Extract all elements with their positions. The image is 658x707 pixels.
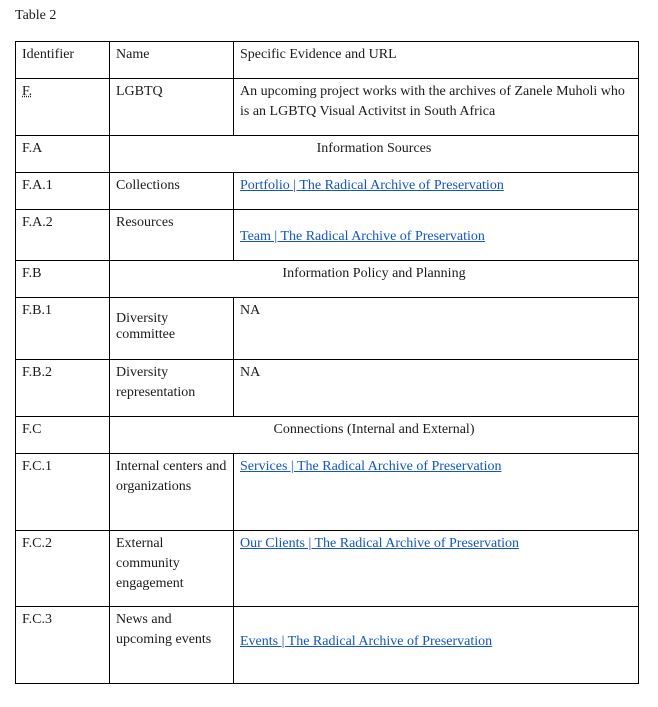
table-row [16, 298, 639, 360]
row-name [110, 298, 234, 360]
evidence-link[interactable]: Events | The Radical Archive of Preservation [240, 634, 493, 649]
identifier-text: F. [22, 84, 33, 99]
row-identifier: F.C.1 [16, 454, 110, 531]
header-evidence: Specific Evidence and URL [234, 42, 639, 79]
row-evidence: An upcoming project works with the archives of Zanele Muholi who is an LGBTQ Visual Activitst in South Africa [234, 79, 639, 136]
table-row [16, 454, 639, 531]
evidence-link[interactable]: Portfolio | The Radical Archive of Preservation [240, 178, 504, 193]
row-name: Internal centers and organizations [110, 454, 234, 531]
row-identifier: F.B.2 [16, 360, 110, 417]
table-row [16, 173, 639, 210]
header-name: Name [110, 42, 234, 79]
row-name: LGBTQ [110, 79, 234, 136]
row-identifier: F.B [16, 261, 110, 298]
section-title: Information Policy and Planning [110, 261, 639, 298]
evidence-link[interactable]: Our Clients | The Radical Archive of Preservation [240, 536, 519, 551]
evidence-table [15, 41, 639, 684]
table-caption: Table 2 [15, 8, 57, 23]
table-row [16, 79, 639, 136]
row-identifier: F.A.1 [16, 173, 110, 210]
row-identifier: F.A.2 [16, 210, 110, 261]
row-name: Collections [110, 173, 234, 210]
row-identifier: F.B.1 [16, 298, 110, 360]
table-row [16, 360, 639, 417]
header-identifier: Identifier [16, 42, 110, 79]
row-identifier: F.C [16, 417, 110, 454]
row-name: Resources [110, 210, 234, 261]
row-evidence: NA [234, 360, 639, 417]
row-evidence: NA [234, 298, 639, 360]
row-evidence [234, 454, 639, 531]
row-name: News and upcoming events [110, 607, 234, 684]
evidence-link[interactable]: Services | The Radical Archive of Preservation [240, 459, 502, 474]
section-title: Information Sources [110, 136, 639, 173]
row-identifier: F.C.2 [16, 531, 110, 607]
section-row [16, 261, 639, 298]
row-evidence [234, 531, 639, 607]
row-identifier: F.C.3 [16, 607, 110, 684]
evidence-link[interactable]: Team | The Radical Archive of Preservation [240, 229, 485, 244]
name-text: Diversity committee [116, 311, 176, 342]
row-evidence [234, 173, 639, 210]
table-row [16, 210, 639, 261]
table-row [16, 531, 639, 607]
row-evidence [234, 210, 639, 261]
section-row [16, 417, 639, 454]
section-title: Connections (Internal and External) [110, 417, 639, 454]
row-name: Diversity representation [110, 360, 234, 417]
row-evidence [234, 607, 639, 684]
row-name: External community engagement [110, 531, 234, 607]
row-identifier [16, 79, 110, 136]
section-row [16, 136, 639, 173]
header-row [16, 42, 639, 79]
table-row [16, 607, 639, 684]
row-identifier: F.A [16, 136, 110, 173]
